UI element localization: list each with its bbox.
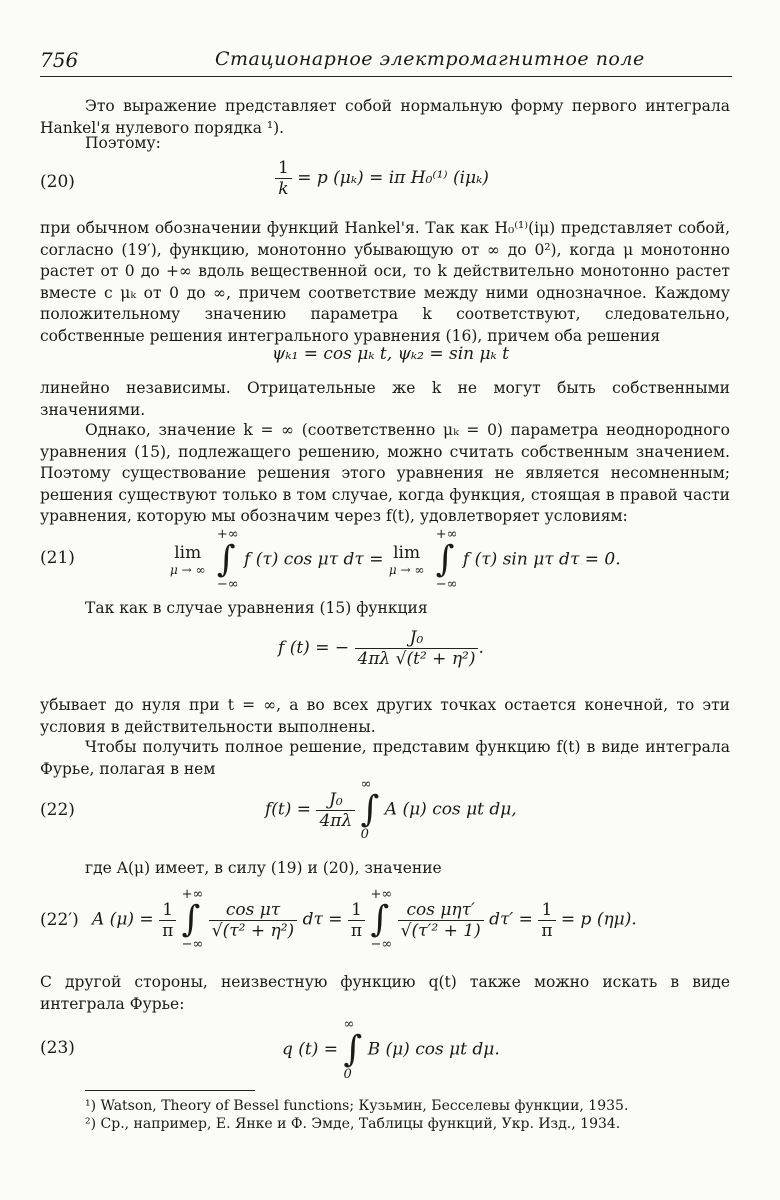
equation-21-part-2: f (τ) sin μτ dτ = 0.	[462, 549, 621, 570]
limit-subscript-2: μ → ∞	[388, 563, 425, 577]
equation-22-rhs: A (μ) cos μt dμ,	[384, 799, 517, 820]
footnote-2: ²) Ср., например, Е. Янке и Ф. Эмде, Таблицы функций, Укр. Изд., 1934.	[85, 1116, 621, 1132]
equation-22: f(t) = $\frac{\text{J₀}}{4\pi\lambda}$ ∞ ∫ 0 A (μ) cos μt dμ,	[265, 777, 517, 842]
limit-operator-2: lim	[393, 543, 421, 563]
paragraph-5: Однако, значение k = ∞ (соответственно μₖ = 0) параметра неоднородного уравнения (15), подлежащего решению, можно считать собственным значением. Поэтому существование решения этого уравнения не является несомненным; решения существуют только в том случае, когда функция, стоящая в правой части уравнения, которую мы обозначим через f(t), удовлетворяет условиям:	[40, 421, 730, 525]
equation-22p-tail: = p (ημ).	[560, 909, 637, 930]
paragraph-2: Поэтому:	[85, 134, 161, 152]
equation-22p-label: (22′)	[40, 910, 79, 930]
limit-operator: lim	[174, 543, 202, 563]
equation-22-label: (22)	[40, 800, 75, 820]
equation-f-denominator: 4πλ √(t² + η²)	[357, 649, 476, 669]
equation-f-lhs: f (t) = −	[278, 638, 350, 658]
equation-21-part-1: f (τ) cos μτ dτ =	[244, 549, 389, 570]
equation-23: q (t) = ∞ ∫ 0 B (μ) cos μt dμ.	[282, 1017, 500, 1082]
equation-20-rhs: = p (μₖ) = iπ H₀⁽¹⁾ (iμₖ)	[297, 168, 489, 188]
limit-subscript: μ → ∞	[170, 563, 206, 577]
paragraph-3: при обычном обозначении функций Hankel'я. Так как H₀⁽¹⁾(iμ) представляет собой, согласно (19′), функцию, монотонно убывающую от ∞ до 0²), когда μ монотонно растет от 0 до +∞ вдоль вещественной оси, то k действительно монотонно растет вместе с μₖ от 0 до ∞, причем соответствие между ними однозначное. Каждому положительному значению параметра k соответствуют, следовательно, собственные решения интегрального уравнения (16), причем оба решения	[40, 219, 730, 345]
footnote-1: ¹) Watson, Theory of Bessel functions; Кузьмин, Бесселевы функции, 1935.	[85, 1098, 629, 1114]
equation-22-denominator: 4πλ	[319, 810, 353, 831]
paragraph-10: С другой стороны, неизвестную функцию q(t) также можно искать в виде интеграла Фурье:	[40, 973, 730, 1013]
equation-23-label: (23)	[40, 1038, 75, 1058]
equation-23-lhs: q (t) =	[282, 1039, 344, 1060]
paragraph-6: Так как в случае уравнения (15) функция	[85, 599, 428, 617]
equation-22p-denominator-2: √(τ′² + 1)	[400, 920, 481, 941]
paragraph-7: убывает до нуля при t = ∞, а во всех других точках остается конечной, то эти условия в действительности выполнены.	[40, 696, 730, 736]
equation-20-label: (20)	[40, 172, 75, 192]
equation-20: $\frac{1}{k}$ = p (μₖ) = iπ H₀⁽¹⁾ (iμₖ)	[275, 158, 489, 199]
equation-22p-numerator-2: cos μητ′	[398, 900, 484, 921]
equation-23-rhs: B (μ) cos μt dμ.	[367, 1039, 500, 1060]
equation-22p-numerator-1: cos μτ	[209, 900, 297, 921]
footnote-rule	[85, 1090, 255, 1091]
paragraph-9: где A(μ) имеет, в силу (19) и (20), значение	[85, 859, 442, 877]
running-title: Стационарное электромагнитное поле	[215, 48, 645, 70]
equation-22p-lhs: A (μ) =	[92, 909, 154, 930]
equation-22-lhs: f(t) =	[265, 799, 312, 820]
paragraph-8: Чтобы получить полное решение, представим функцию f(t) в виде интеграла Фурье, полагая в нем	[40, 738, 730, 778]
page-header	[40, 46, 732, 77]
page-number: 756	[40, 48, 79, 72]
equation-22p-denominator-1: √(τ² + η²)	[211, 920, 295, 941]
equation-22p: A (μ) = $\frac{1}{\pi}$ +∞ ∫ −∞ $\frac{\text{cos μτ}}{\text{√(τ² + η²)}}$ dτ = $\frac{1}{\pi}$ +∞ ∫ −∞ $\frac{\text{cos μητ′}}{\text{√(τ′² + 1)}}$ dτ′ = $\frac{1}{\pi}$ = p (ημ).	[92, 887, 637, 952]
equation-f: f (t) = − $\frac{\text{J₀}}{\text{4πλ √(t² + η²)}}$ .	[278, 628, 484, 669]
paragraph-1: Это выражение представляет собой нормальную форму первого интеграла Hankel'я нулевого порядка ¹).	[40, 97, 730, 137]
equation-21-label: (21)	[40, 548, 75, 568]
paragraph-4: линейно независимы. Отрицательные же k не могут быть собственными значениями.	[40, 379, 730, 419]
equation-psi: ψₖ₁ = cos μₖ t, ψₖ₂ = sin μₖ t	[272, 344, 509, 364]
equation-21: lim μ → ∞ +∞ ∫ −∞ f (τ) cos μτ dτ = lim μ → ∞ +∞ ∫ −∞ f (τ) sin μτ dτ = 0.	[170, 527, 621, 592]
equation-22-numerator: J₀	[316, 790, 355, 811]
equation-f-numerator: J₀	[355, 628, 479, 649]
